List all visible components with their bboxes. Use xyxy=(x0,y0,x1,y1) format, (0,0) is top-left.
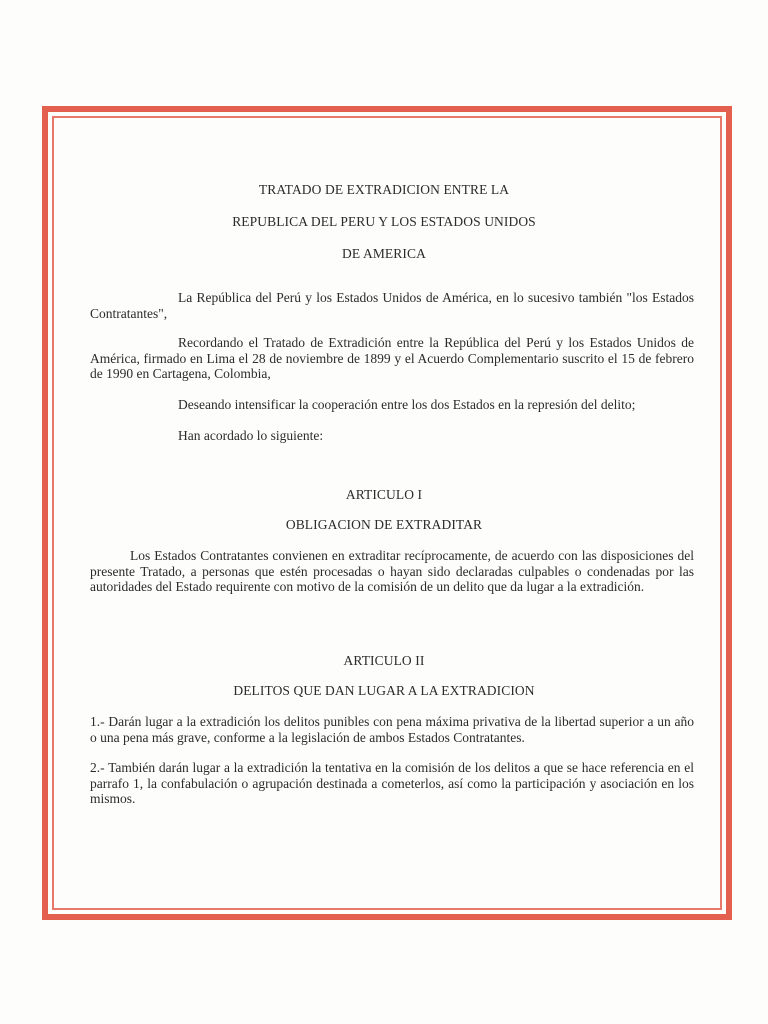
article-2-paragraph-1: 1.- Darán lugar a la extradición los delitos punibles con pena máxima privativa de la libertad superior a un año o una pena más grave, conforme a la legislación de ambos Estados Contratantes. xyxy=(90,714,694,745)
preamble-paragraph-2: Recordando el Tratado de Extradición entre la República del Perú y los Estados Unidos de América, firmado en Lima el 28 de noviembre de 1899 y el Acuerdo Complementario suscrito el 15 de febrero de 1990 en Cartagena, Colombia, xyxy=(90,335,694,381)
article-2-paragraph-2: 2.- También darán lugar a la extradición la tentativa en la comisión de los delitos a que se hace referencia en el parrafo 1, la confabulación o agrupación destinada a cometerlos, así como la participación y asociación en los mismos. xyxy=(90,760,694,806)
title-line-1: TRATADO DE EXTRADICION ENTRE LA xyxy=(258,182,510,197)
article-1-heading: ARTICULO I xyxy=(345,487,423,502)
article-2-heading: ARTICULO II xyxy=(343,653,425,668)
preamble-paragraph-3: Deseando intensificar la cooperación entre los dos Estados en la represión del delito; xyxy=(178,397,636,412)
article-1-text: Los Estados Contratantes convienen en extraditar recíprocamente, de acuerdo con las disposiciones del presente Tratado, a personas que estén procesadas o hayan sido declaradas culpables o condenadas por las autoridades del Estado requirente con motivo de la comisión de un delito que da lugar a la extradición. xyxy=(90,548,694,594)
title-line-3: DE AMERICA xyxy=(342,246,426,261)
preamble-paragraph-4: Han acordado lo siguiente: xyxy=(178,428,324,443)
article-1-subheading: OBLIGACION DE EXTRADITAR xyxy=(285,517,483,532)
title-line-2: REPUBLICA DEL PERU Y LOS ESTADOS UNIDOS xyxy=(232,214,536,229)
article-2-subheading: DELITOS QUE DAN LUGAR A LA EXTRADICION xyxy=(233,683,535,698)
preamble-paragraph-1: La República del Perú y los Estados Unidos de América, en lo sucesivo también "los Estados Contratantes", xyxy=(90,290,694,321)
